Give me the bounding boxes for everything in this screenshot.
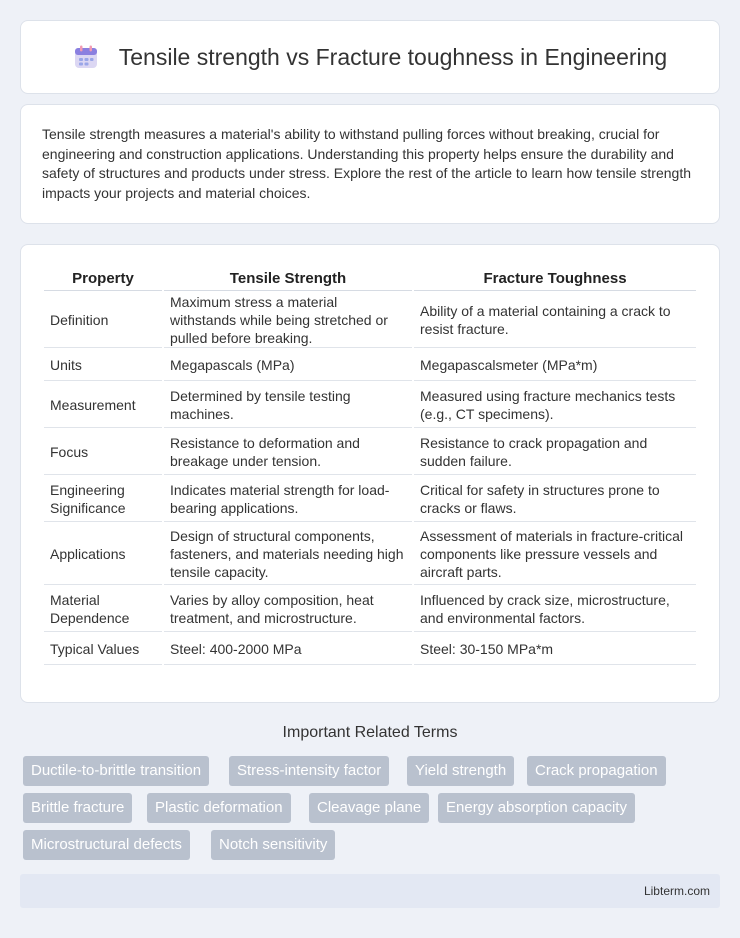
table-cell: Critical for safety in structures prone to cracks or flaws. (414, 477, 696, 522)
tag-plastic-deformation[interactable]: Plastic deformation (147, 793, 291, 823)
tag-brittle-fracture[interactable]: Brittle fracture (23, 793, 132, 823)
table-cell: Units (44, 350, 162, 381)
table-row (44, 293, 696, 348)
table-cell: Resistance to deformation and breakage under tension. (164, 430, 412, 475)
column-header-tensile-strength: Tensile Strength (164, 265, 412, 291)
table-row (44, 430, 696, 475)
table-cell: Applications (44, 524, 162, 585)
table-cell: Assessment of materials in fracture-critical components like pressure vessels and aircraft parts. (414, 524, 696, 585)
tag-crack-propagation[interactable]: Crack propagation (527, 756, 666, 786)
table-row (44, 524, 696, 585)
table-cell: Focus (44, 430, 162, 475)
table-row (44, 634, 696, 665)
tag-microstructural-defects[interactable]: Microstructural defects (23, 830, 190, 860)
tag-cleavage-plane[interactable]: Cleavage plane (309, 793, 429, 823)
tag-energy-absorption-capacity[interactable]: Energy absorption capacity (438, 793, 635, 823)
table-cell: Maximum stress a material withstands while being stretched or pulled before breaking. (164, 293, 412, 348)
table-cell: Megapascalsmeter (MPa*m) (414, 350, 696, 381)
related-terms-title: Important Related Terms (282, 724, 458, 741)
column-header-fracture-toughness: Fracture Toughness (414, 265, 696, 291)
table-row (44, 587, 696, 632)
table-cell: Resistance to crack propagation and sudden failure. (414, 430, 696, 475)
table-cell: Typical Values (44, 634, 162, 665)
calendar-icon (73, 44, 99, 70)
footer (20, 874, 720, 908)
table-cell: Ability of a material containing a crack to resist fracture. (414, 293, 696, 348)
header-card (20, 20, 720, 94)
comparison-table-card (20, 244, 720, 703)
table-cell: Megapascals (MPa) (164, 350, 412, 381)
intro-text: Tensile strength measures a material's ability to withstand pulling forces without breaking, crucial for engineering and construction applications. Understanding this property helps ensure the durability and safety of structures and products under stress. Explore the rest of the article to learn how tensile strength impacts your projects and material choices. (42, 126, 691, 201)
intro-card (20, 104, 720, 224)
table-row (44, 477, 696, 522)
tag-ductile-to-brittle-transition[interactable]: Ductile-to-brittle transition (23, 756, 209, 786)
comparison-table (42, 263, 698, 667)
table-header-row (44, 265, 696, 291)
page-title: Tensile strength vs Fracture toughness in Engineering (118, 43, 668, 70)
table-cell: Engineering Significance (44, 477, 162, 522)
table-cell: Steel: 400-2000 MPa (164, 634, 412, 665)
tag-notch-sensitivity[interactable]: Notch sensitivity (211, 830, 335, 860)
table-cell: Material Dependence (44, 587, 162, 632)
table-row (44, 383, 696, 428)
table-cell: Measurement (44, 383, 162, 428)
table-cell: Determined by tensile testing machines. (164, 383, 412, 428)
tag-stress-intensity-factor[interactable]: Stress-intensity factor (229, 756, 389, 786)
tag-yield-strength[interactable]: Yield strength (407, 756, 514, 786)
table-cell: Varies by alloy composition, heat treatment, and microstructure. (164, 587, 412, 632)
table-cell: Steel: 30-150 MPa*m (414, 634, 696, 665)
footer-brand-link[interactable]: Libterm.com (643, 884, 710, 898)
table-cell: Indicates material strength for load-bearing applications. (164, 477, 412, 522)
table-cell: Definition (44, 293, 162, 348)
table-cell: Measured using fracture mechanics tests (e.g., CT specimens). (414, 383, 696, 428)
table-cell: Design of structural components, fasteners, and materials needing high tensile capacity. (164, 524, 412, 585)
table-row (44, 350, 696, 381)
table-cell: Influenced by crack size, microstructure, and environmental factors. (414, 587, 696, 632)
column-header-property: Property (44, 265, 162, 291)
